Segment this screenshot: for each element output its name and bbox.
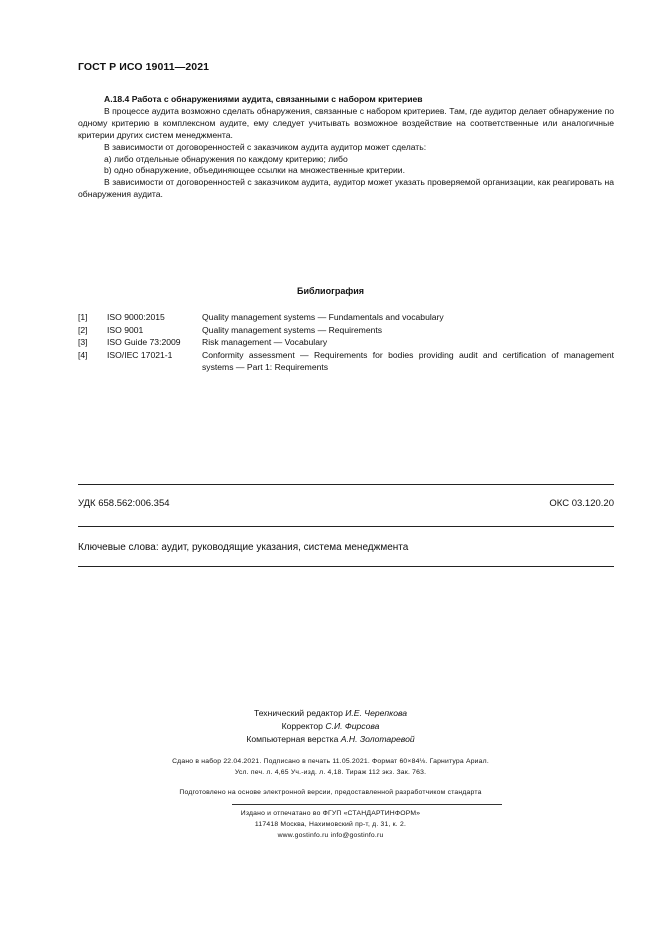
- entry-title: Conformity assessment — Requirements for bodies providing audit and certification of management systems — Part 1: Requirements: [202, 349, 614, 373]
- layout-line: [0, 733, 661, 746]
- list-item-b: b) одно обнаружение, объединяющее ссылки на множественные критерии.: [104, 165, 405, 176]
- layout-label: Компьютерная верстка: [246, 734, 339, 744]
- imprint-line-2: Усл. печ. л. 4,65 Уч.-изд. л. 4,18. Тираж 112 экз. Зак. 763.: [234, 769, 427, 776]
- list-item-a: а) либо отдельные обнаружения по каждому критерию; либо: [104, 153, 348, 164]
- tech-editor-label: Технический редактор: [253, 708, 343, 718]
- layout-name: А.Н. Золотаревой: [340, 734, 415, 744]
- udk-code: УДК 658.562:006.354: [78, 498, 170, 509]
- entry-number: [2]: [78, 324, 88, 335]
- imprint-divider: [232, 804, 502, 805]
- tech-editor-name: И.Е. Черепкова: [345, 708, 408, 718]
- corrector-label: Корректор: [281, 721, 323, 731]
- standard-header: ГОСТ Р ИСО 19011—2021: [78, 61, 210, 73]
- bibliography-entry: [78, 324, 614, 337]
- bibliography-entry: [78, 311, 614, 324]
- imprint-line-6: www.gostinfo.ru info@gostinfo.ru: [277, 832, 384, 839]
- imprint-line-3: Подготовлено на основе электронной версии, предоставленной разработчиком стандарта: [179, 789, 482, 796]
- bibliography-entry: [78, 349, 614, 374]
- bibliography-title: Библиография: [297, 286, 364, 296]
- bibliography-entry: [78, 336, 614, 349]
- entry-code: ISO 9000:2015: [107, 312, 165, 322]
- credits-block: [0, 707, 661, 746]
- imprint-line-5: 117418 Москва, Нахимовский пр-т, д. 31, к. 2.: [254, 821, 407, 828]
- entry-number: [4]: [78, 349, 88, 360]
- imprint-line-4: Издано и отпечатано во ФГУП «СТАНДАРТИНФОРМ»: [240, 810, 421, 817]
- entry-title: Quality management systems — Fundamentals and vocabulary: [202, 312, 444, 322]
- entry-number: [1]: [78, 312, 88, 322]
- entry-title: Quality management systems — Requirements: [202, 324, 383, 335]
- divider-bottom: [78, 566, 614, 567]
- section-title: A.18.4 Работа с обнаружениями аудита, связанными с набором критериев: [104, 94, 423, 104]
- entry-code: ISO 9001: [107, 324, 144, 335]
- divider-middle: [78, 526, 614, 527]
- keywords-line: Ключевые слова: аудит, руководящие указания, система менеджмента: [78, 542, 409, 553]
- corrector-name: С.И. Фирсова: [325, 721, 380, 731]
- section-a18-4: [78, 94, 614, 201]
- divider-top: [78, 484, 614, 485]
- section-paragraph-3: В зависимости от договоренностей с заказчиком аудита, аудитор может указать проверяемой организации, как реагировать на обнаружения аудита.: [78, 177, 614, 200]
- oks-code: ОКС 03.120.20: [549, 498, 614, 509]
- bibliography-list: [78, 311, 614, 374]
- entry-title: Risk management — Vocabulary: [202, 337, 328, 348]
- imprint-line-1: Сдано в набор 22.04.2021. Подписано в печать 11.05.2021. Формат 60×84⅛. Гарнитура Ариал.: [172, 758, 489, 765]
- entry-number: [3]: [78, 337, 88, 348]
- entry-code: ISO/IEC 17021-1: [107, 349, 173, 360]
- corrector-line: [0, 720, 661, 733]
- section-paragraph-1: В процессе аудита возможно сделать обнаружения, связанные с набором критериев. Там, где аудитор делает обнаружение по одному критерию в комплексном аудите, ему следует учитывать возможное воздействие на соответственные или аналогичные критерии других систем менеджмента.: [78, 105, 614, 140]
- section-paragraph-2: В зависимости от договоренностей с заказчиком аудита аудитор может сделать:: [104, 141, 427, 152]
- tech-editor-line: [0, 707, 661, 720]
- entry-code: ISO Guide 73:2009: [107, 337, 181, 348]
